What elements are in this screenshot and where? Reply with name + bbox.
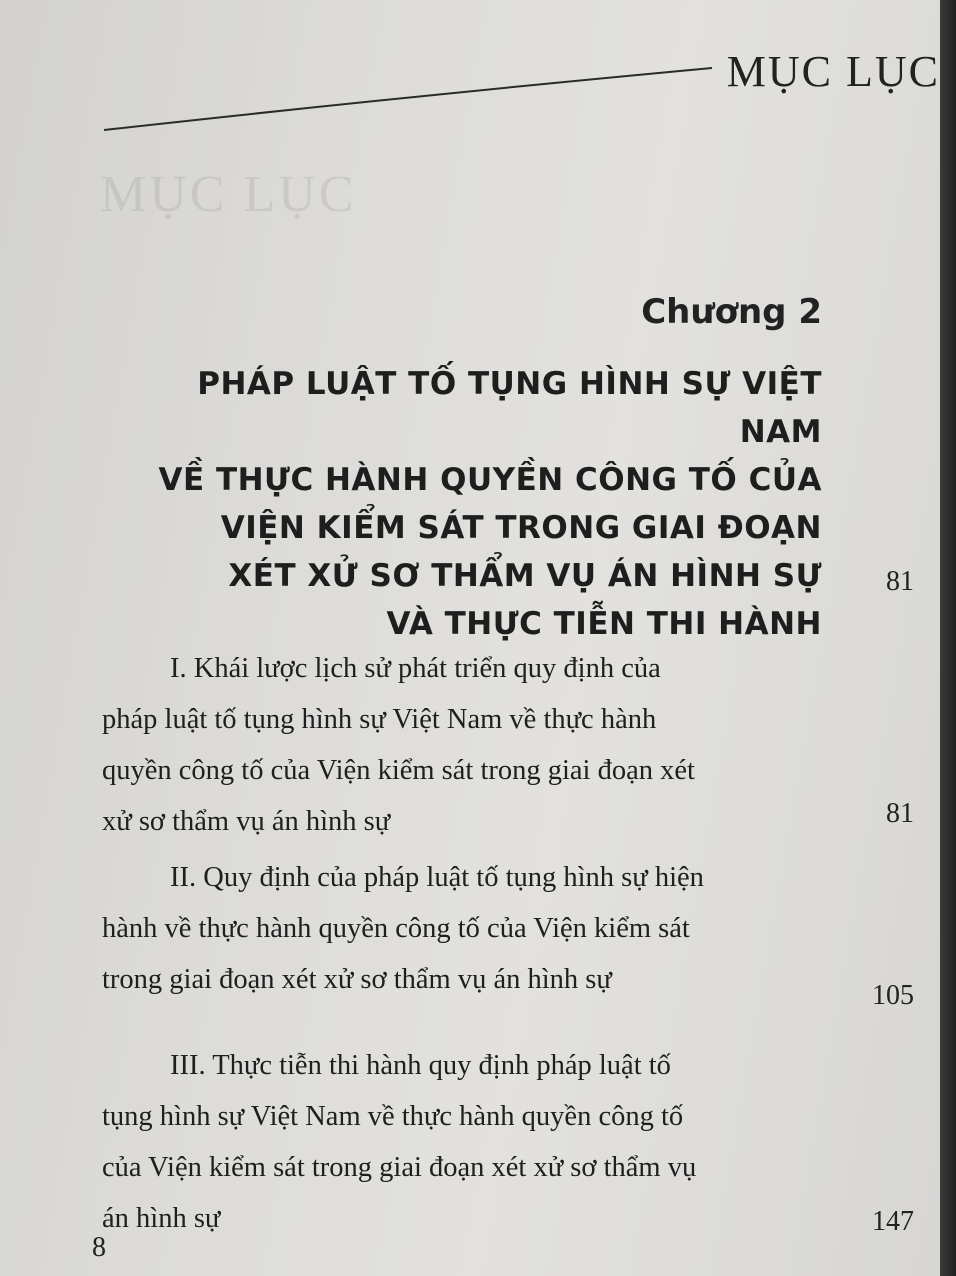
toc-entry-line: pháp luật tố tụng hình sự Việt Nam về thực hành [102, 704, 657, 735]
book-edge [940, 0, 956, 1276]
toc-entry-line: III. Thực tiễn thi hành quy định pháp luật tố [170, 1050, 671, 1081]
toc-entry-2-page: 105 [872, 980, 914, 1011]
toc-entry-line: tụng hình sự Việt Nam về thực hành quyền công tố [102, 1101, 684, 1132]
chapter-title-line: VÀ THỰC TIỄN THI HÀNH [386, 606, 822, 642]
toc-entry-line: xử sơ thẩm vụ án hình sự [102, 806, 391, 837]
chapter-title-line: XÉT XỬ SƠ THẨM VỤ ÁN HÌNH SỰ [228, 558, 822, 594]
chapter-title-line: PHÁP LUẬT TỐ TỤNG HÌNH SỰ VIỆT NAM [197, 366, 822, 450]
toc-entry-line: của Viện kiểm sát trong giai đoạn xét xử sơ thẩm vụ [102, 1152, 697, 1183]
toc-entry-line: trong giai đoạn xét xử sơ thẩm vụ án hình sự [102, 964, 612, 995]
toc-entry-line: án hình sự [102, 1203, 221, 1234]
chapter-title-line: VIỆN KIỂM SÁT TRONG GIAI ĐOẠN [220, 510, 822, 546]
show-through-title: MỤC LỤC [100, 166, 357, 223]
toc-entry-line: hành về thực hành quyền công tố của Viện kiểm sát [102, 913, 690, 944]
toc-entry-2 [102, 852, 818, 1005]
toc-entry-3-page: 147 [872, 1206, 914, 1237]
running-head: MỤC LỤC [726, 47, 940, 96]
toc-entry-line: II. Quy định của pháp luật tố tụng hình sự hiện [170, 862, 704, 893]
toc-entry-line: I. Khái lược lịch sử phát triển quy định của [170, 653, 661, 684]
chapter-title-line: VỀ THỰC HÀNH QUYỀN CÔNG TỐ CỦA [158, 462, 822, 498]
toc-entry-3 [102, 1040, 818, 1244]
chapter-page-number: 81 [886, 566, 914, 597]
toc-entry-1 [102, 643, 818, 847]
chapter-label: Chương 2 [641, 292, 822, 332]
toc-entry-line: quyền công tố của Viện kiểm sát trong giai đoạn xét [102, 755, 695, 786]
chapter-title [122, 360, 822, 648]
toc-entry-1-page: 81 [886, 798, 914, 829]
footer-page-number: 8 [92, 1232, 106, 1263]
